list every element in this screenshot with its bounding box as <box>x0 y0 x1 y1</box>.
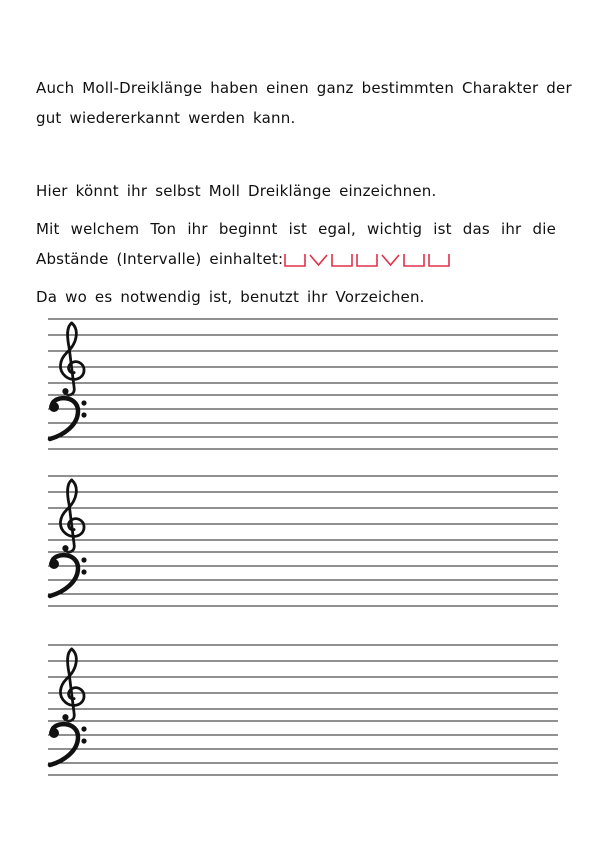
bass-clef-icon <box>49 555 87 596</box>
interval-pattern-icon <box>284 252 464 268</box>
staff-system-3 <box>40 641 565 776</box>
bass-clef-icon <box>49 724 87 765</box>
intro-text-line-1: Auch Moll-Dreiklänge haben einen ganz bestimmten Charakter der <box>36 79 572 97</box>
treble-staff <box>48 645 558 709</box>
bass-clef-icon <box>49 398 87 439</box>
semitone-icon <box>382 255 399 265</box>
treble-staff <box>48 476 558 540</box>
treble-staff <box>48 319 558 383</box>
bass-staff <box>48 552 558 606</box>
whole-tone-icon <box>332 254 352 266</box>
bass-staff <box>48 395 558 449</box>
staff-system-2 <box>40 472 565 607</box>
whole-tone-icon <box>285 254 305 266</box>
treble-clef-icon <box>60 480 84 552</box>
intro-text-line-2: gut wiedererkannt werden kann. <box>36 109 296 127</box>
instruction-text-line-2: Mit welchem Ton ihr beginnt ist egal, wichtig ist das ihr die <box>36 220 556 238</box>
instruction-text-line-4: Da wo es notwendig ist, benutzt ihr Vorzeichen. <box>36 288 425 306</box>
treble-clef-icon <box>60 649 84 721</box>
whole-tone-icon <box>404 254 424 266</box>
instruction-text-line-3: Abstände (Intervalle) einhaltet: <box>36 250 284 268</box>
bass-staff <box>48 721 558 775</box>
staff-system-1 <box>40 315 565 450</box>
treble-clef-icon <box>60 323 84 395</box>
instruction-text-line-1: Hier könnt ihr selbst Moll Dreiklänge einzeichnen. <box>36 182 437 200</box>
semitone-icon <box>310 255 327 265</box>
whole-tone-icon <box>429 254 449 266</box>
whole-tone-icon <box>357 254 377 266</box>
